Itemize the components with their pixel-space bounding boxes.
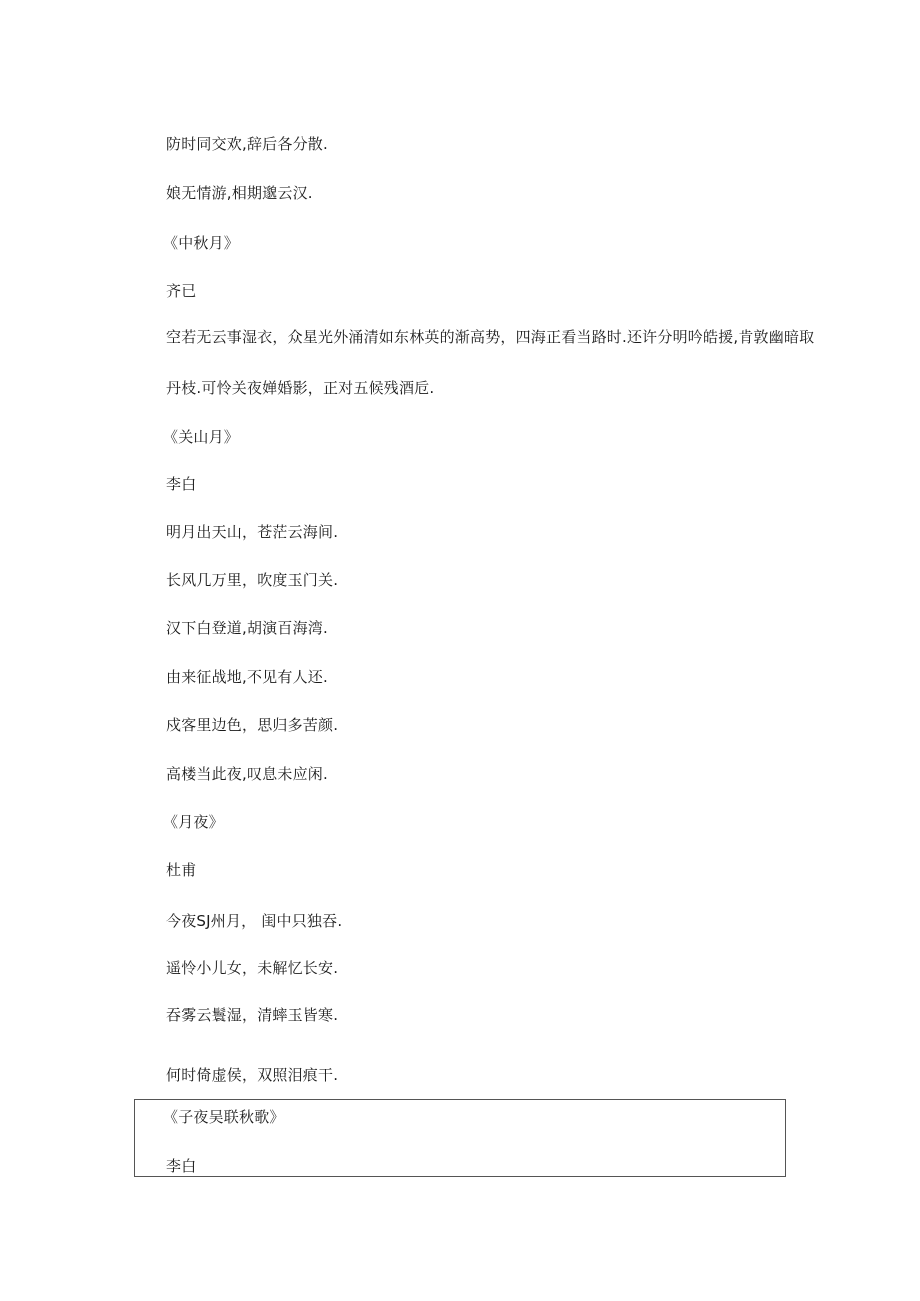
poem-author: 杜甫 [166, 861, 197, 879]
poem-line: 吞雾云鬟湿，清蟀玉皆寒. [166, 1006, 339, 1024]
poem-title: 《子夜吴联秋歌》 [163, 1108, 285, 1126]
poem-line: 由来征战地,不见有人还. [166, 668, 328, 686]
poem-line: 高楼当此夜,叹息未应闲. [166, 765, 328, 783]
poem-title: 《中秋月》 [163, 234, 240, 252]
poem-line: 戍客里边色，思归多苦颜. [166, 716, 339, 734]
poem-author: 李白 [166, 475, 197, 493]
poem-line: 今夜SJ州月， 闺中只独吞. [166, 912, 343, 930]
poem-line: 汉下白登道,胡演百海湾. [166, 619, 328, 637]
poem-line: 娘无情游,相期邈云汉. [166, 184, 313, 202]
poem-line: 长风几万里，吹度玉门关. [166, 571, 339, 589]
poem-line: 遥怜小儿女，未解忆长安. [166, 959, 339, 977]
poem-title: 《关山月》 [163, 428, 240, 446]
poem-title: 《月夜》 [163, 813, 224, 831]
poem-line: 何时倚虚侯，双照泪痕干. [166, 1066, 339, 1084]
poem-line: 空若无云事湿衣，众星光外涌清如东林英的渐高势，四海正看当路时.还许分明吟皓援,肯敦幽暗取 [166, 328, 815, 346]
poem-author: 李白 [166, 1157, 197, 1175]
poem-line: 防时同交欢,辞后各分散. [166, 135, 328, 153]
poem-author: 齐已 [166, 282, 197, 300]
poem-line: 丹枝.可怜关夜婵婚影，正对五候残酒卮. [166, 379, 435, 397]
poem-line: 明月出天山，苍茫云海间. [166, 523, 339, 541]
